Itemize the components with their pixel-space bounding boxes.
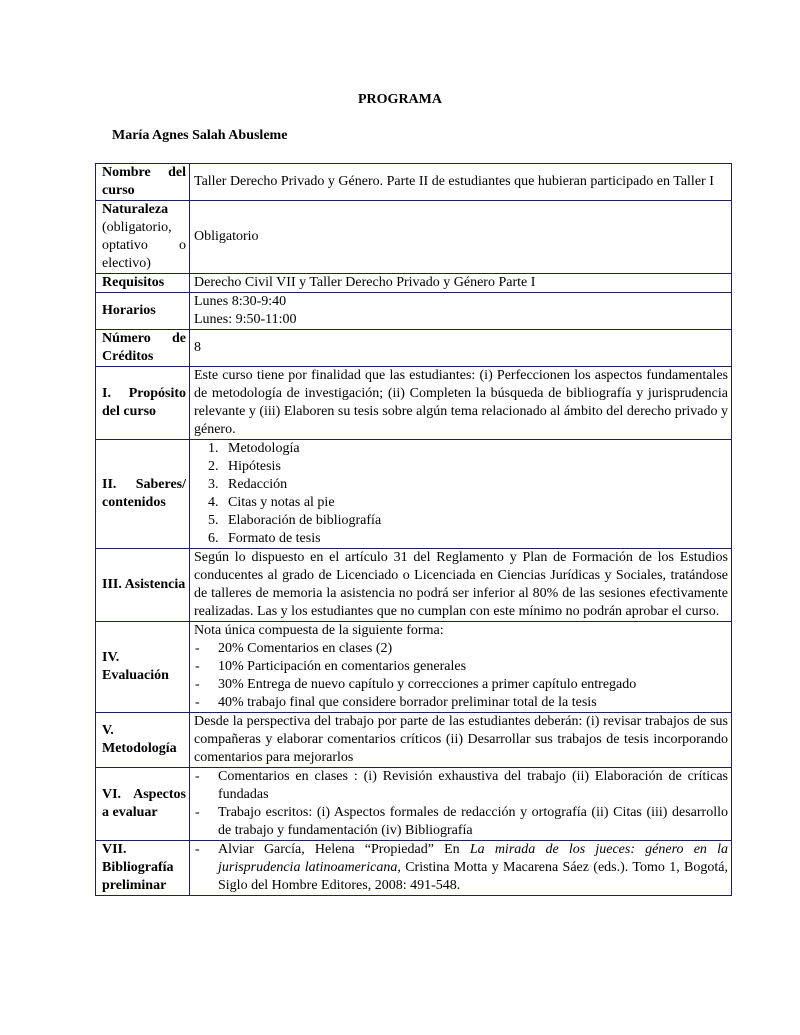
value-evaluacion	[190, 622, 732, 713]
label-proposito: I. Propósito del curso	[96, 367, 190, 440]
label-metodologia: V. Metodología	[96, 713, 190, 768]
list-item: 5. Elaboración de bibliografía	[222, 512, 728, 530]
label-naturaleza	[96, 201, 190, 274]
bib-entry-post: Cristina Motta y Macarena Sáez (eds.). Tomo 1, Bogotá, Siglo del Hombre Editores, 2008: 491-548.	[218, 860, 728, 893]
evaluacion-list	[194, 640, 728, 712]
document-title: PROGRAMA	[358, 92, 442, 107]
label-nombre: Nombre del curso	[96, 164, 190, 201]
table-row-nombre	[96, 164, 732, 201]
table-row-requisitos	[96, 274, 732, 293]
list-item: 4. Citas y notas al pie	[222, 494, 728, 512]
value-aspectos	[190, 768, 732, 841]
table-row-horarios	[96, 293, 732, 330]
label-naturaleza-title: Naturaleza	[102, 202, 169, 217]
table-row-proposito	[96, 367, 732, 440]
list-item: - 30% Entrega de nuevo capítulo y correcciones a primer capítulo entregado	[194, 676, 728, 694]
bibliografia-list	[194, 841, 728, 895]
label-naturaleza-note: (obligatorio, optativo o electivo)	[102, 220, 186, 271]
table-row-evaluacion	[96, 622, 732, 713]
value-saberes	[190, 440, 732, 549]
label-saberes: II. Saberes/ contenidos	[96, 440, 190, 549]
value-metodologia: Desde la perspectiva del trabajo por parte de las estudiantes deberán: (i) revisar trabajos de sus compañeras y elaborar comentarios críticos (ii) Desarrollar sus trabajos de tesis incorporando comentarios para mejorarlos	[190, 713, 732, 768]
document-author: María Agnes Salah Abusleme	[112, 128, 288, 143]
list-item: - Comentarios en clases : (i) Revisión exhaustiva del trabajo (ii) Elaboración de críticas fundadas	[194, 768, 728, 804]
table-row-saberes	[96, 440, 732, 549]
horario-line: Lunes: 9:50-11:00	[194, 312, 297, 327]
contents-list	[194, 440, 728, 548]
table-row-aspectos	[96, 768, 732, 841]
list-item: 2. Hipótesis	[222, 458, 728, 476]
list-item: - Trabajo escritos: (i) Aspectos formales de redacción y ortografía (ii) Citas (iii) desarrollo de trabajo y fundamentación (iv) Bibliografía	[194, 804, 728, 840]
table-row-naturaleza	[96, 201, 732, 274]
table-row-bibliografia	[96, 841, 732, 896]
bibliography-entry	[194, 841, 728, 895]
label-requisitos: Requisitos	[96, 274, 190, 293]
table-row-metodologia	[96, 713, 732, 768]
value-requisitos: Derecho Civil VII y Taller Derecho Privado y Género Parte I	[190, 274, 732, 293]
evaluacion-intro: Nota única compuesta de la siguiente forma:	[194, 623, 444, 638]
label-creditos: Número de Créditos	[96, 330, 190, 367]
value-nombre: Taller Derecho Privado y Género. Parte II de estudiantes que hubieran participado en Taller I	[190, 164, 732, 201]
list-item: - 20% Comentarios en clases (2)	[194, 640, 728, 658]
horario-line: Lunes 8:30-9:40	[194, 294, 287, 309]
value-horarios	[190, 293, 732, 330]
table-row-creditos	[96, 330, 732, 367]
list-item: - 10% Participación en comentarios generales	[194, 658, 728, 676]
bib-entry-title: La mirada de los jueces: género en la jurisprudencia latinoamericana,	[218, 842, 728, 875]
value-asistencia: Según lo dispuesto en el artículo 31 del Reglamento y Plan de Formación de los Estudios conducentes al grado de Licenciado o Licenciada en Ciencias Jurídicas y Sociales, tratándose de talleres de memoria la asistencia no podrá ser inferior al 80% de las sesiones efectivamente realizadas. Las y los estudiantes que no cumplan con este mínimo no podrán aprobar el curso.	[190, 549, 732, 622]
label-horarios: Horarios	[96, 293, 190, 330]
table-row-asistencia	[96, 549, 732, 622]
list-item: 1. Metodología	[222, 440, 728, 458]
label-asistencia: III. Asistencia	[96, 549, 190, 622]
list-item: 3. Redacción	[222, 476, 728, 494]
label-bibliografia: VII. Bibliografía preliminar	[96, 841, 190, 896]
label-evaluacion: IV. Evaluación	[96, 622, 190, 713]
value-proposito: Este curso tiene por finalidad que las estudiantes: (i) Perfeccionen los aspectos fundamentales de metodología de investigación; (ii) Completen la búsqueda de bibliografía y jurisprudencia relevante y (iii) Elaboren su tesis sobre algún tema relacionado al ámbito del derecho privado y género.	[190, 367, 732, 440]
list-item: - 40% trabajo final que considere borrador preliminar total de la tesis	[194, 694, 728, 712]
label-aspectos: VI. Aspectos a evaluar	[96, 768, 190, 841]
value-bibliografia	[190, 841, 732, 896]
value-creditos: 8	[190, 330, 732, 367]
value-naturaleza: Obligatorio	[190, 201, 732, 274]
aspectos-list	[194, 768, 728, 840]
bib-entry-pre: Alviar García, Helena “Propiedad” En	[218, 842, 470, 857]
program-table	[95, 163, 732, 896]
list-item: 6. Formato de tesis	[222, 530, 728, 548]
